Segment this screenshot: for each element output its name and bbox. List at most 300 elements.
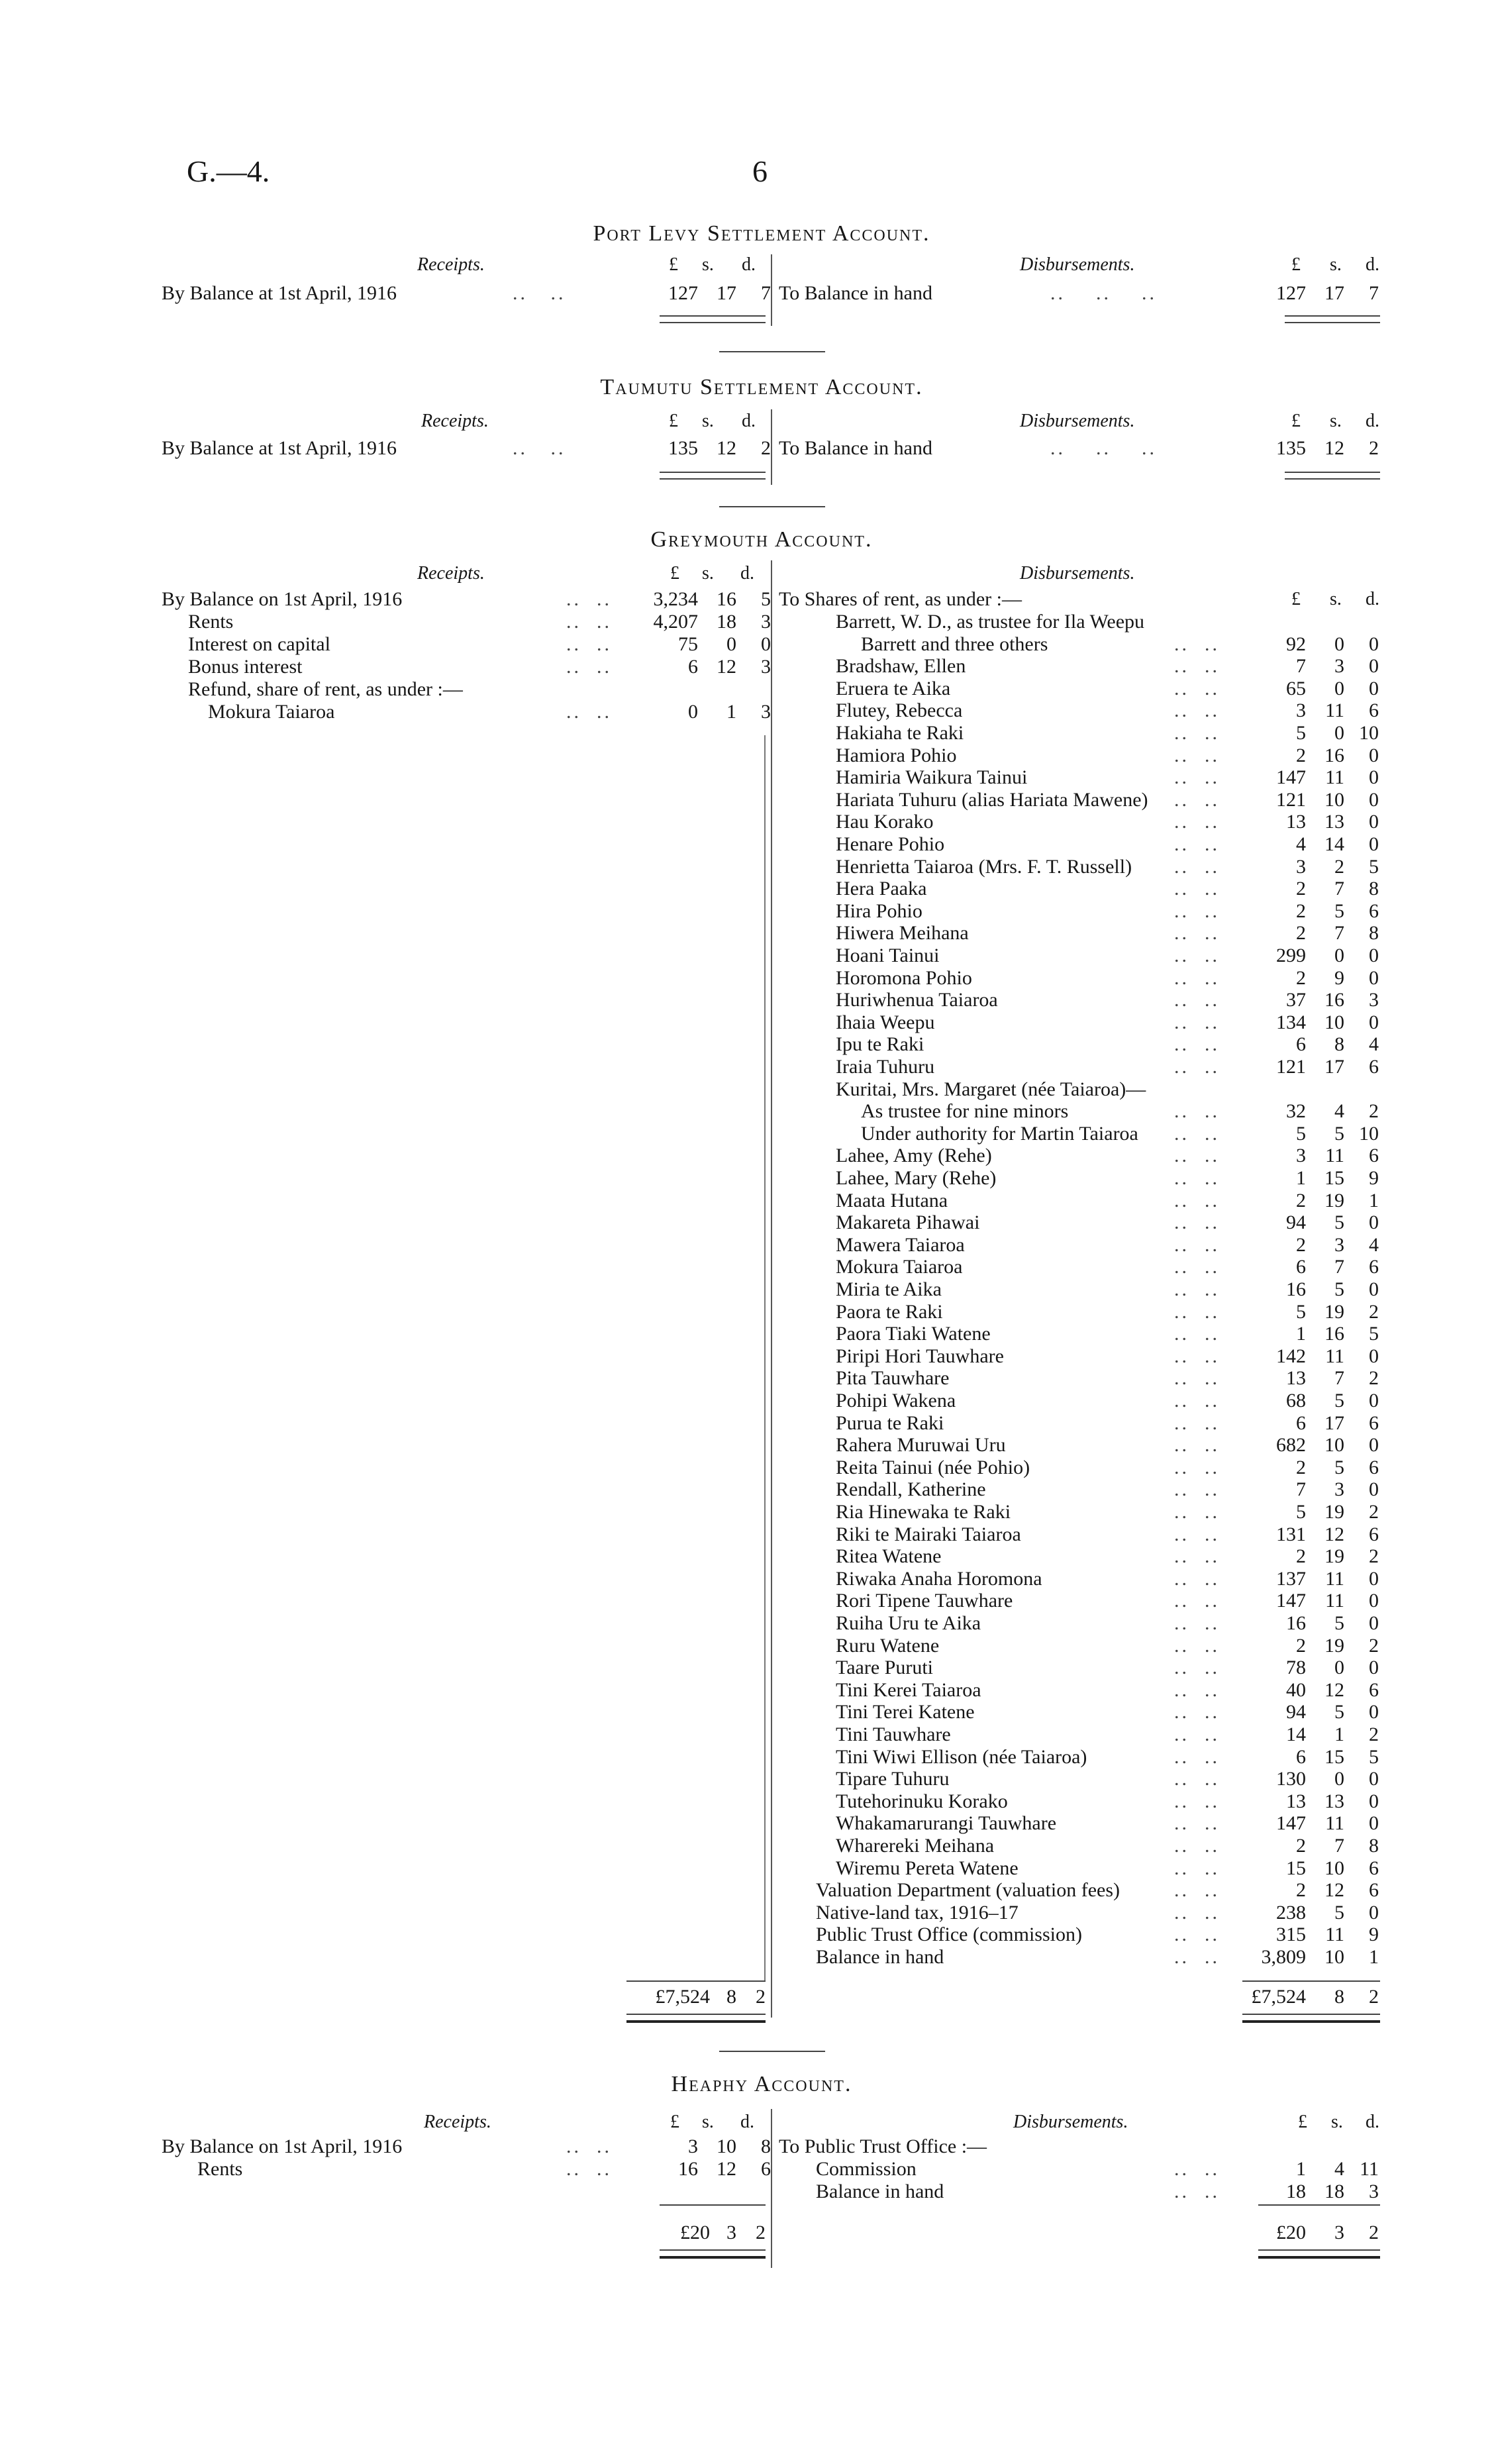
receipt-shillings: 17 bbox=[717, 282, 736, 304]
disbursement-desc: To Balance in hand bbox=[779, 282, 932, 304]
amount-shillings: 11 bbox=[1325, 1145, 1344, 1167]
rule bbox=[660, 478, 766, 480]
amount-pounds: 131 bbox=[1276, 1523, 1306, 1545]
disbursement-desc: To Balance in hand bbox=[779, 437, 932, 459]
amount-pence: 6 bbox=[1369, 1412, 1379, 1434]
disbursement-desc: Native-land tax, 1916–17 bbox=[816, 1901, 1019, 1924]
heaphy-disb-pence-header: d. bbox=[1366, 2112, 1379, 2132]
rule bbox=[660, 2256, 766, 2259]
disbursement-row bbox=[779, 1434, 1379, 1457]
heaphy-shilling-header: s. bbox=[702, 2112, 714, 2132]
disbursement-desc: Tini Wiwi Ellison (née Taiaroa) bbox=[836, 1745, 1087, 1768]
receipt-row bbox=[162, 2135, 771, 2158]
page-reference: G.—4. bbox=[187, 154, 270, 188]
amount-pence: 10 bbox=[1359, 1122, 1379, 1145]
amount-pounds: 134 bbox=[1276, 1011, 1306, 1033]
leader-dots: .. .. bbox=[1174, 1478, 1220, 1501]
amount-pounds: 2 bbox=[1296, 922, 1306, 945]
total-pounds: £7,524 bbox=[655, 1986, 710, 2008]
disbursement-row bbox=[779, 1033, 1379, 1056]
amount-shillings: 19 bbox=[1324, 1501, 1344, 1523]
disb-heading: To Shares of rent, as under :— bbox=[779, 588, 1022, 610]
amount-pounds: 3 bbox=[1296, 1145, 1306, 1167]
taumutu-disbursements-label: Disbursements. bbox=[1020, 411, 1135, 431]
amount-shillings: 12 bbox=[1324, 1523, 1344, 1545]
leader-dots: .. .. bbox=[1174, 699, 1220, 722]
taumutu-disb-shilling-header: s. bbox=[1330, 411, 1342, 431]
greymouth-disbursements-list bbox=[779, 611, 1379, 1995]
disbursement-desc: Paora Tiaki Watene bbox=[836, 1323, 991, 1345]
amount-shillings: 17 bbox=[1324, 1412, 1344, 1434]
heaphy-pence-header: d. bbox=[740, 2112, 754, 2132]
amount-pence: 0 bbox=[1369, 1768, 1379, 1790]
amount-pounds: 37 bbox=[1286, 989, 1306, 1011]
port-levy-divider bbox=[771, 254, 772, 326]
amount-shillings: 11 bbox=[1325, 699, 1344, 722]
disbursement-desc: Valuation Department (valuation fees) bbox=[816, 1879, 1120, 1902]
disbursement-row bbox=[779, 1323, 1379, 1345]
leader-dots: .. .. bbox=[1174, 855, 1220, 878]
leader-dots: .. .. bbox=[1174, 1634, 1220, 1657]
disbursement-desc: Hoani Tainui bbox=[836, 945, 940, 966]
leader-dots: .. .. bbox=[1174, 1590, 1220, 1612]
leader-dots: .. .. bbox=[1174, 1657, 1220, 1679]
disbursement-row bbox=[779, 1924, 1379, 1946]
amount-pounds: 13 bbox=[1286, 811, 1306, 833]
disbursement-row bbox=[779, 699, 1379, 722]
receipt-row bbox=[162, 678, 771, 701]
amount-shillings: 13 bbox=[1324, 1790, 1344, 1812]
disbursement-row bbox=[779, 1902, 1379, 1924]
disbursement-row bbox=[779, 1078, 1379, 1101]
amount-pounds: 6 bbox=[688, 656, 698, 678]
disb-heading: To Public Trust Office :— bbox=[779, 2135, 987, 2157]
disbursement-desc: Tipare Tuhuru bbox=[836, 1768, 950, 1790]
amount-pence: 6 bbox=[1369, 899, 1379, 922]
rule bbox=[1242, 2014, 1380, 2015]
taumutu-disb-pence-header: d. bbox=[1366, 411, 1379, 431]
disbursement-row bbox=[779, 1879, 1379, 1902]
taumutu-receipts-label: Receipts. bbox=[421, 411, 489, 431]
amount-shillings: 0 bbox=[1334, 722, 1344, 744]
leader-dots: .. .. bbox=[1174, 1545, 1220, 1568]
greymouth-disbursements-total-row bbox=[1242, 1986, 1379, 2008]
disbursement-desc: Piripi Hori Tauwhare bbox=[836, 1345, 1004, 1367]
disbursement-shillings: 12 bbox=[1324, 437, 1344, 459]
disbursement-row bbox=[779, 1812, 1379, 1835]
total-pence: 2 bbox=[756, 2222, 766, 2243]
disbursement-row bbox=[779, 1545, 1379, 1568]
total-shillings: 8 bbox=[726, 1986, 736, 2008]
amount-pounds: 3 bbox=[688, 2135, 698, 2157]
amount-pounds: 4,207 bbox=[653, 611, 698, 633]
amount-pence: 8 bbox=[1369, 922, 1379, 945]
receipt-desc: Refund, share of rent, as under :— bbox=[188, 678, 463, 700]
leader-dots: .. .. bbox=[1174, 1790, 1220, 1812]
heaphy-disbursements-total-row bbox=[1258, 2222, 1379, 2244]
rule bbox=[1285, 322, 1380, 323]
amount-pence: 1 bbox=[1369, 1189, 1379, 1211]
disbursement-pounds: 127 bbox=[1276, 282, 1306, 304]
rule bbox=[1258, 2256, 1380, 2259]
amount-shillings: 16 bbox=[1324, 989, 1344, 1011]
leader-dots: .. .. bbox=[566, 2158, 612, 2180]
amount-shillings: 4 bbox=[1334, 2158, 1344, 2180]
receipt-pounds: 135 bbox=[668, 437, 698, 459]
total-shillings: 3 bbox=[726, 2222, 736, 2243]
amount-shillings: 17 bbox=[1324, 1056, 1344, 1078]
amount-pence: 0 bbox=[1369, 945, 1379, 966]
leader-dots: .. .. bbox=[1174, 989, 1220, 1011]
leader-dots: .. .. bbox=[1174, 788, 1220, 811]
amount-shillings: 10 bbox=[717, 2135, 736, 2157]
amount-pence: 0 bbox=[1369, 1701, 1379, 1723]
amount-pence: 8 bbox=[1369, 1835, 1379, 1857]
amount-pence: 2 bbox=[1369, 1545, 1379, 1568]
greymouth-shilling-header: s. bbox=[702, 563, 714, 584]
amount-pence: 6 bbox=[761, 2158, 771, 2180]
amount-pence: 3 bbox=[761, 701, 771, 723]
receipt-shillings: 12 bbox=[717, 437, 736, 459]
heaphy-receipts-total-row bbox=[660, 2222, 766, 2244]
disbursement-desc: Makareta Pihawai bbox=[836, 1211, 980, 1234]
greymouth-pence-header: d. bbox=[740, 563, 754, 584]
disbursement-desc: Pohipi Wakena bbox=[836, 1390, 956, 1412]
disbursement-row bbox=[779, 1056, 1379, 1078]
disbursement-desc: Hau Korako bbox=[836, 811, 934, 833]
disbursement-desc: Whakamarurangi Tauwhare bbox=[836, 1812, 1057, 1835]
disbursement-row bbox=[779, 1457, 1379, 1479]
amount-pence: 8 bbox=[1369, 878, 1379, 900]
amount-shillings: 5 bbox=[1334, 1278, 1344, 1300]
amount-shillings: 0 bbox=[1334, 633, 1344, 655]
amount-pounds: 1 bbox=[1296, 1323, 1306, 1345]
amount-pence: 0 bbox=[1369, 1478, 1379, 1501]
amount-shillings: 7 bbox=[1334, 1256, 1344, 1278]
rule bbox=[660, 322, 766, 323]
disbursement-row bbox=[779, 1234, 1379, 1257]
disbursement-desc: Barrett, W. D., as trustee for Ila Weepu bbox=[836, 611, 1145, 633]
amount-shillings: 10 bbox=[1324, 1011, 1344, 1033]
amount-pounds: 3 bbox=[1296, 855, 1306, 878]
leader-dots: .. .. bbox=[1174, 1300, 1220, 1323]
leader-dots: .. .. bbox=[1174, 1323, 1220, 1345]
disbursement-desc: Riki te Mairaki Taiaroa bbox=[836, 1523, 1021, 1545]
amount-pounds: 315 bbox=[1276, 1924, 1306, 1946]
disbursement-desc: Under authority for Martin Taiaroa bbox=[861, 1122, 1138, 1145]
leader-dots: .. .. bbox=[566, 633, 612, 655]
amount-shillings: 16 bbox=[1324, 1323, 1344, 1345]
amount-pence: 0 bbox=[1369, 1390, 1379, 1412]
amount-pounds: 13 bbox=[1286, 1367, 1306, 1390]
port-levy-title: Port Levy Settlement Account. bbox=[593, 221, 930, 246]
disbursement-row bbox=[779, 611, 1379, 633]
heaphy-title: Heaphy Account. bbox=[671, 2072, 852, 2096]
amount-pounds: 94 bbox=[1286, 1211, 1306, 1234]
disbursement-row bbox=[779, 1278, 1379, 1301]
disbursement-desc: Hariata Tuhuru (alias Hariata Mawene) bbox=[836, 788, 1148, 811]
disb-pound-header: £ bbox=[1291, 589, 1301, 609]
leader-dots: .. .. bbox=[1174, 1390, 1220, 1412]
leader-dots: .. .. bbox=[1174, 1456, 1220, 1478]
disbursement-row bbox=[779, 900, 1379, 923]
greymouth-pound-header: £ bbox=[670, 563, 679, 584]
amount-pence: 0 bbox=[1369, 744, 1379, 766]
disbursement-row bbox=[779, 1011, 1379, 1034]
leader-dots: .. .. bbox=[1174, 1145, 1220, 1167]
disbursement-row bbox=[779, 1167, 1379, 1190]
amount-shillings: 7 bbox=[1334, 1835, 1344, 1857]
disbursement-row bbox=[779, 1190, 1379, 1212]
taumutu-pence-header: d. bbox=[742, 411, 756, 431]
disb-pence-header: d. bbox=[1366, 589, 1379, 609]
leader-dots: .. .. bbox=[1174, 1567, 1220, 1590]
disbursement-row bbox=[779, 1635, 1379, 1657]
disbursement-desc: Wiremu Pereta Watene bbox=[836, 1857, 1019, 1879]
greymouth-disb-heading-row bbox=[779, 588, 1379, 611]
disbursement-row bbox=[779, 1701, 1379, 1723]
leader-dots: .. .. bbox=[1174, 1946, 1220, 1968]
amount-pence: 5 bbox=[1369, 1745, 1379, 1768]
amount-pounds: 1 bbox=[1296, 1167, 1306, 1189]
disbursement-row bbox=[779, 945, 1379, 967]
amount-shillings: 11 bbox=[1325, 1567, 1344, 1590]
leader-dots: .. .. bbox=[1174, 1345, 1220, 1367]
disbursement-desc: Balance in hand bbox=[816, 2181, 944, 2202]
amount-shillings: 11 bbox=[1325, 1590, 1344, 1612]
disbursement-pounds: 135 bbox=[1276, 437, 1306, 459]
amount-pence: 0 bbox=[1369, 1434, 1379, 1457]
disbursement-row bbox=[779, 1590, 1379, 1612]
heaphy-receipts-list bbox=[162, 2135, 771, 2188]
rule bbox=[1258, 2204, 1380, 2206]
disbursement-desc: Commission bbox=[816, 2158, 917, 2180]
disbursement-pence: 7 bbox=[1369, 282, 1379, 304]
disbursement-desc: Tini Kerei Taiaroa bbox=[836, 1678, 981, 1701]
rule bbox=[1285, 478, 1380, 480]
leader-dots: .. .. bbox=[1174, 1768, 1220, 1790]
amount-pounds: 16 bbox=[1286, 1278, 1306, 1300]
amount-shillings: 10 bbox=[1324, 788, 1344, 811]
greymouth-disbursements-label: Disbursements. bbox=[1020, 563, 1135, 584]
leader-dots: .. .. bbox=[1174, 744, 1220, 766]
total-pence: 2 bbox=[756, 1986, 766, 2008]
amount-shillings: 5 bbox=[1334, 1901, 1344, 1924]
disbursement-row bbox=[779, 811, 1379, 833]
leader-dots: .. .. bbox=[1174, 2158, 1220, 2180]
disbursement-desc: Iraia Tuhuru bbox=[836, 1056, 935, 1078]
leader-dots: .. .. bbox=[1174, 1011, 1220, 1033]
port-levy-receipt-row bbox=[162, 282, 771, 305]
taumutu-title: Taumutu Settlement Account. bbox=[600, 375, 923, 399]
leader-dots: .. .. bbox=[1174, 655, 1220, 678]
leader-dots: .. .. bbox=[1174, 722, 1220, 744]
section-separator bbox=[719, 351, 825, 352]
leader-dots: .. .. bbox=[1174, 878, 1220, 900]
disbursement-row bbox=[779, 1145, 1379, 1167]
amount-pounds: 5 bbox=[1296, 1501, 1306, 1523]
amount-pence: 2 bbox=[1369, 1100, 1379, 1123]
amount-shillings: 5 bbox=[1334, 1122, 1344, 1145]
leader-dots: .. .. bbox=[1174, 1678, 1220, 1701]
amount-pounds: 2 bbox=[1296, 744, 1306, 766]
amount-pence: 2 bbox=[1369, 1367, 1379, 1390]
disbursement-desc: Paora te Raki bbox=[836, 1300, 943, 1323]
leader-dots: .. .. bbox=[1174, 1924, 1220, 1946]
disbursement-row bbox=[779, 1123, 1379, 1145]
amount-shillings: 12 bbox=[717, 656, 736, 678]
leader-dots: .. .. bbox=[1174, 1857, 1220, 1879]
disbursement-row bbox=[779, 744, 1379, 767]
disbursement-pence: 2 bbox=[1369, 437, 1379, 459]
amount-pence: 0 bbox=[1369, 1812, 1379, 1835]
amount-shillings: 3 bbox=[1334, 1478, 1344, 1501]
amount-pounds: 5 bbox=[1296, 722, 1306, 744]
greymouth-receipts-total-row bbox=[626, 1986, 766, 2008]
disbursement-row bbox=[779, 1478, 1379, 1501]
disbursement-row bbox=[779, 1367, 1379, 1390]
leader-dots: .. .. bbox=[1174, 2181, 1220, 2202]
disbursement-row bbox=[779, 678, 1379, 700]
amount-shillings: 11 bbox=[1325, 1345, 1344, 1367]
receipt-desc: By Balance at 1st April, 1916 bbox=[162, 437, 397, 459]
disbursement-desc: Hamiora Pohio bbox=[836, 744, 957, 766]
total-pence: 2 bbox=[1369, 1986, 1379, 2008]
amount-pence: 0 bbox=[1369, 966, 1379, 989]
rule bbox=[1258, 2249, 1380, 2251]
disbursement-row bbox=[779, 1412, 1379, 1435]
disbursement-row bbox=[779, 1835, 1379, 1857]
amount-shillings: 10 bbox=[1324, 1434, 1344, 1457]
amount-pounds: 2 bbox=[1296, 1879, 1306, 1902]
amount-pounds: 0 bbox=[688, 701, 698, 723]
leader-dots: .. .. bbox=[1174, 1278, 1220, 1300]
receipt-desc: By Balance at 1st April, 1916 bbox=[162, 282, 397, 304]
amount-pounds: 130 bbox=[1276, 1768, 1306, 1790]
amount-pounds: 92 bbox=[1286, 633, 1306, 655]
amount-pence: 6 bbox=[1369, 1857, 1379, 1879]
amount-pounds: 16 bbox=[1286, 1612, 1306, 1634]
leader-dots: .. .. .. bbox=[1050, 437, 1157, 459]
disbursement-row bbox=[779, 1768, 1379, 1790]
disbursement-row bbox=[779, 1390, 1379, 1412]
amount-shillings: 10 bbox=[1324, 1857, 1344, 1879]
disbursement-desc: Horomona Pohio bbox=[836, 966, 972, 989]
amount-shillings: 3 bbox=[1334, 655, 1344, 678]
receipt-desc: By Balance on 1st April, 1916 bbox=[162, 2135, 403, 2157]
leader-dots: .. .. bbox=[1174, 766, 1220, 789]
greymouth-receipts-label: Receipts. bbox=[417, 563, 485, 584]
disbursement-desc: Henare Pohio bbox=[836, 833, 945, 855]
amount-pounds: 3,234 bbox=[653, 588, 698, 610]
port-levy-disbursements-label: Disbursements. bbox=[1020, 254, 1135, 275]
amount-pence: 6 bbox=[1369, 1256, 1379, 1278]
amount-pence: 3 bbox=[1369, 989, 1379, 1011]
taumutu-disbursement-row bbox=[779, 437, 1379, 460]
amount-pence: 0 bbox=[1369, 766, 1379, 789]
receipt-row bbox=[162, 701, 771, 723]
amount-shillings: 15 bbox=[1324, 1167, 1344, 1189]
leader-dots: .. .. bbox=[1174, 966, 1220, 989]
disbursement-desc: As trustee for nine minors bbox=[861, 1100, 1069, 1123]
amount-pounds: 14 bbox=[1286, 1723, 1306, 1745]
disbursement-row bbox=[779, 1746, 1379, 1769]
total-pounds: £20 bbox=[1276, 2222, 1306, 2243]
amount-pounds: 5 bbox=[1296, 1122, 1306, 1145]
amount-pence: 0 bbox=[1369, 1345, 1379, 1367]
greymouth-title: Greymouth Account. bbox=[650, 527, 873, 552]
rule bbox=[1242, 1980, 1380, 1982]
leader-dots: .. .. bbox=[1174, 1701, 1220, 1723]
amount-shillings: 0 bbox=[1334, 1768, 1344, 1790]
greymouth-receipts-total-rule bbox=[764, 735, 766, 1980]
leader-dots: .. .. .. bbox=[1050, 282, 1157, 304]
receipt-pounds: 127 bbox=[668, 282, 698, 304]
amount-pounds: 6 bbox=[1296, 1745, 1306, 1768]
leader-dots: .. .. bbox=[1174, 1879, 1220, 1902]
leader-dots: .. .. bbox=[1174, 1901, 1220, 1924]
amount-shillings: 16 bbox=[1324, 744, 1344, 766]
disbursement-row bbox=[779, 1301, 1379, 1323]
heaphy-divider bbox=[771, 2109, 772, 2268]
amount-pence: 5 bbox=[761, 588, 771, 610]
amount-pence: 0 bbox=[1369, 655, 1379, 678]
amount-shillings: 5 bbox=[1334, 1612, 1344, 1634]
disbursement-row bbox=[779, 989, 1379, 1011]
amount-pounds: 2 bbox=[1296, 1456, 1306, 1478]
leader-dots: .. .. bbox=[1174, 1835, 1220, 1857]
section-separator bbox=[719, 2051, 825, 2052]
amount-pence: 6 bbox=[1369, 1523, 1379, 1545]
rule bbox=[1242, 2020, 1380, 2023]
disbursement-desc: Flutey, Rebecca bbox=[836, 699, 963, 722]
amount-pence: 6 bbox=[1369, 1056, 1379, 1078]
amount-pence: 0 bbox=[761, 633, 771, 655]
heaphy-pound-header: £ bbox=[670, 2112, 679, 2132]
amount-pence: 0 bbox=[1369, 1790, 1379, 1812]
receipt-desc: Rents bbox=[188, 611, 234, 633]
amount-shillings: 18 bbox=[1324, 2181, 1344, 2202]
amount-pence: 9 bbox=[1369, 1924, 1379, 1946]
amount-pounds: 147 bbox=[1276, 1590, 1306, 1612]
amount-pounds: 16 bbox=[678, 2158, 698, 2180]
heaphy-disb-shilling-header: s. bbox=[1331, 2112, 1343, 2132]
receipt-desc: Rents bbox=[197, 2158, 243, 2180]
leader-dots: .. .. bbox=[1174, 1167, 1220, 1189]
disbursement-desc: Lahee, Mary (Rehe) bbox=[836, 1167, 997, 1189]
amount-pounds: 6 bbox=[1296, 1033, 1306, 1056]
disbursement-row bbox=[779, 2181, 1379, 2203]
disbursement-row bbox=[779, 633, 1379, 656]
disbursement-desc: Hiwera Meihana bbox=[836, 922, 969, 945]
leader-dots: .. .. bbox=[1174, 1434, 1220, 1457]
amount-pence: 9 bbox=[1369, 1167, 1379, 1189]
disbursement-row bbox=[779, 1345, 1379, 1368]
rule bbox=[660, 2204, 766, 2206]
rule bbox=[1285, 472, 1380, 473]
amount-shillings: 19 bbox=[1324, 1189, 1344, 1211]
total-pounds: £20 bbox=[680, 2222, 710, 2243]
amount-pounds: 40 bbox=[1286, 1678, 1306, 1701]
disbursement-desc: Public Trust Office (commission) bbox=[816, 1924, 1082, 1946]
disbursement-desc: Rahera Muruwai Uru bbox=[836, 1434, 1006, 1457]
disbursement-row bbox=[779, 2158, 1379, 2181]
amount-pounds: 2 bbox=[1296, 899, 1306, 922]
amount-shillings: 14 bbox=[1324, 833, 1344, 855]
leader-dots: .. .. bbox=[1174, 1189, 1220, 1211]
amount-shillings: 7 bbox=[1334, 922, 1344, 945]
leader-dots: .. .. bbox=[1174, 1056, 1220, 1078]
